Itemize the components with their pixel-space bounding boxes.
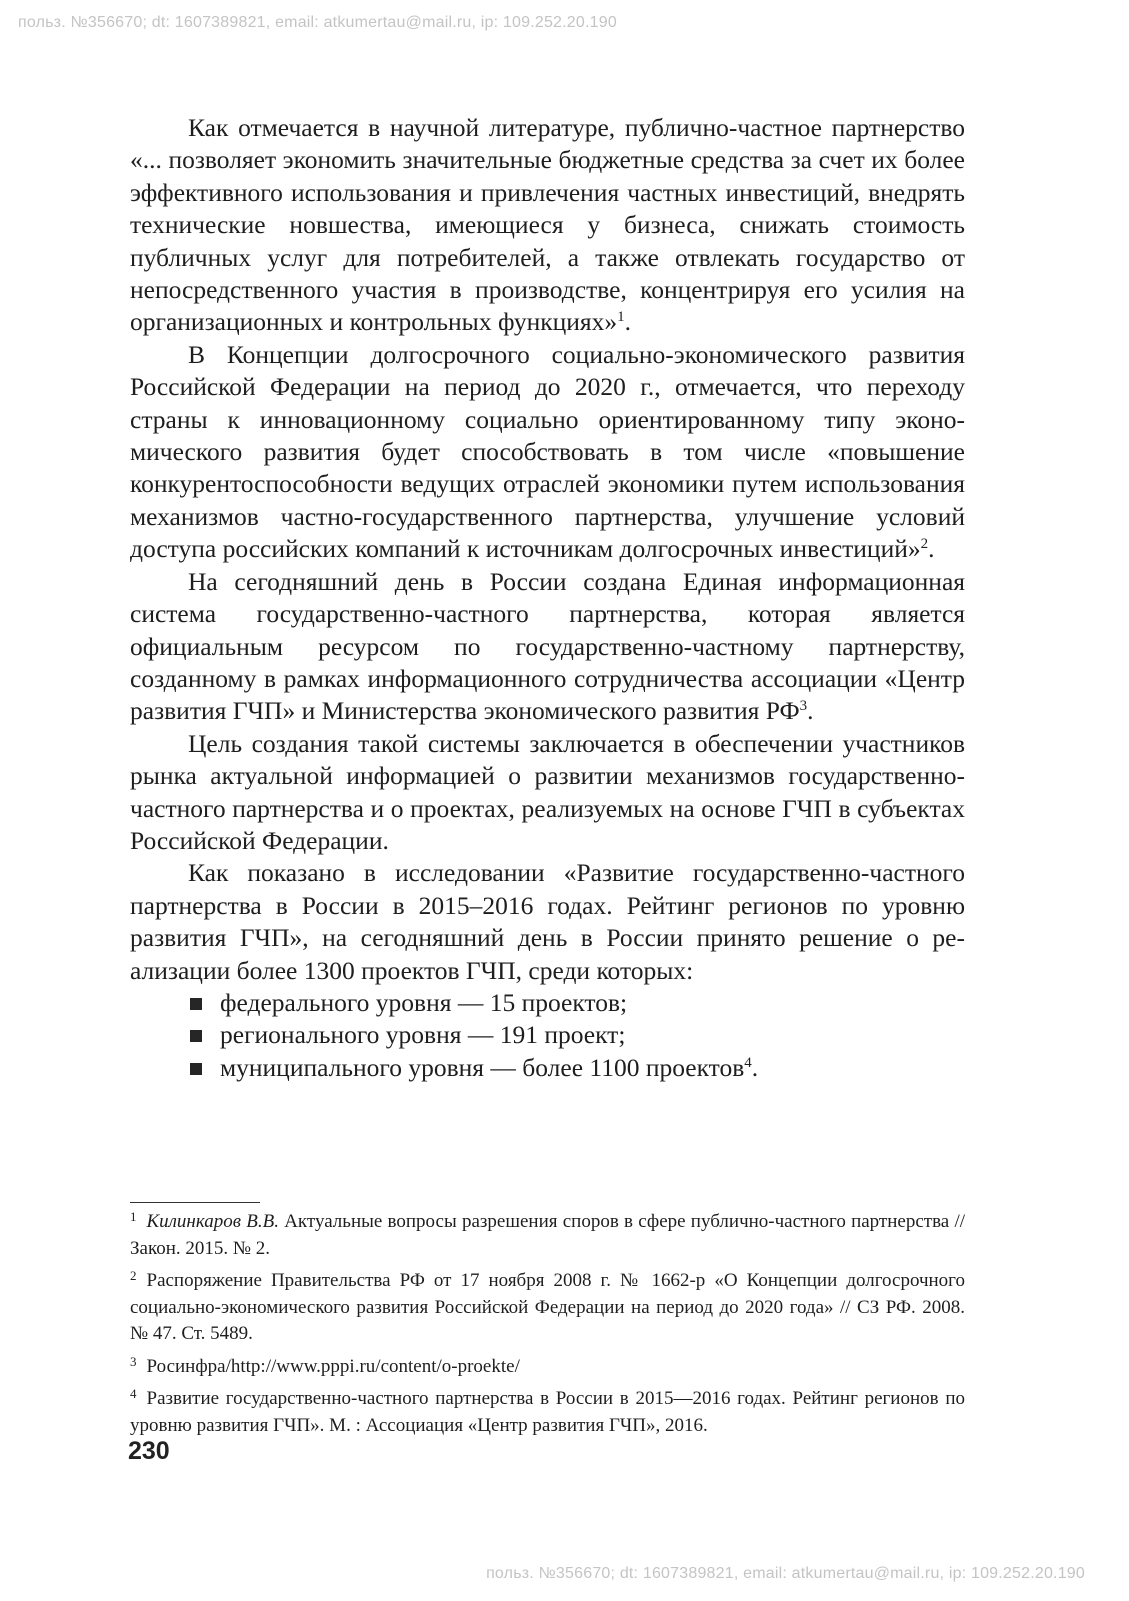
footnotes xyxy=(130,1209,965,1445)
footnote-divider xyxy=(130,1202,260,1203)
footnote-number: 1 xyxy=(130,1209,137,1224)
footnote xyxy=(130,1386,965,1439)
page-number: 230 xyxy=(128,1437,170,1465)
watermark-top: польз. №356670; dt: 1607389821, email: atkumertau@mail.ru, ip: 109.252.20.190 xyxy=(18,14,617,31)
footnote-text: Распоряжение Правительства РФ от 17 ноября 2008 г. № 1662-р «О Концепции долгосрочного социально-экономического развития Российской Федерации на период до 2020 года» // СЗ РФ. 2008. № 47. Ст. 5489. xyxy=(130,1270,965,1344)
footnote-link[interactable]: Росинфра/http://www.pppi.ru/content/o-proekte/ xyxy=(146,1355,520,1377)
paragraph: Цель создания такой системы заключается в обеспечении участников рынка актуальной информацией о развитии механизмов государственно-частного партнерства и о проектах, реализуемых на основе ГЧП в субъектах Российской Федерации. xyxy=(130,728,965,855)
footnote-number: 2 xyxy=(130,1268,137,1283)
footnote-text: Актуальные вопросы разрешения споров в сфере публично-частного партнерства // Закон. 2015. № 2. xyxy=(130,1211,966,1259)
paragraph: Как показано в исследовании «Развитие государственно-частного партнерства в России в 2015–2016 годах. Рейтинг регионов по уровню развития ГЧП», на сегодняшний день в России принято решение о реализации более 1300 проектов ГЧП, среди которых: xyxy=(130,858,965,985)
list-item: регионального уровня — 191 проект; xyxy=(190,1019,965,1051)
square-bullet-icon xyxy=(190,1063,202,1075)
footnote xyxy=(130,1354,965,1381)
square-bullet-icon xyxy=(190,1030,202,1042)
footnote xyxy=(130,1209,965,1262)
bullet-list xyxy=(130,987,965,1084)
footnote-author: Килинкаров В.В. xyxy=(146,1211,279,1232)
paragraph: В Концепции долгосрочного социально-экономического развития Российской Федерации на период до 2020 г., отмечается, что переходу страны к инновационному социально ориентированному типу экономического развития будет способствовать в том числе «повышение конкурентоспособности ведущих отраслей экономики путем использования механизмов частно-государственного партнерства, улучшение условий доступа российских компаний к источникам долгосрочных инвестиций»$^2$. xyxy=(130,339,965,564)
footnote-ref[interactable]: 2 xyxy=(920,536,929,553)
paragraph: На сегодняшний день в России создана Единая информационная система государственно-частного партнерства, которая является официальным ресурсом по государственно-частному партнерству, созданному в рамках информационного сотрудничества ассоциации «Центр развития ГЧП» и Министерства экономического развития $РФ^3$. xyxy=(130,566,965,726)
list-item: муниципального уровня — более 1100 проектов$^4$. xyxy=(190,1052,965,1084)
watermark-bottom: польз. №356670; dt: 1607389821, email: atkumertau@mail.ru, ip: 109.252.20.190 xyxy=(486,1565,1085,1582)
footnote-ref[interactable]: 1 xyxy=(617,309,625,326)
paragraph: Как отмечается в научной литературе, публично-частное партнерство «... позволяет экономить значительные бюджетные средства за счет их более эффективного использования и привлечения частных инвестиций, внедрять технические новшества, имеющиеся у бизнеса, снижать стоимость публичных услуг для потребителей, а также отвлекать государство от непосредственного участия в производстве, концентрируя его усилия на организационных и контрольных функциях»$^1$. xyxy=(130,113,965,337)
footnote-number: 3 xyxy=(130,1353,137,1369)
square-bullet-icon xyxy=(190,998,202,1010)
footnote-number: 4 xyxy=(130,1386,137,1401)
footnote-ref[interactable]: 3 xyxy=(799,698,808,715)
main-text xyxy=(130,112,965,1084)
footnote xyxy=(130,1268,965,1348)
footnote-ref[interactable]: 4 xyxy=(744,1054,752,1071)
list-item: федерального уровня — 15 проектов; xyxy=(190,987,965,1019)
footnote-text: Развитие государственно-частного партнерства в России в 2015—2016 годах. Рейтинг регионов по уровню развития ГЧП». М. : Ассоциация «Центр развития ГЧП», 2016. xyxy=(130,1388,965,1436)
